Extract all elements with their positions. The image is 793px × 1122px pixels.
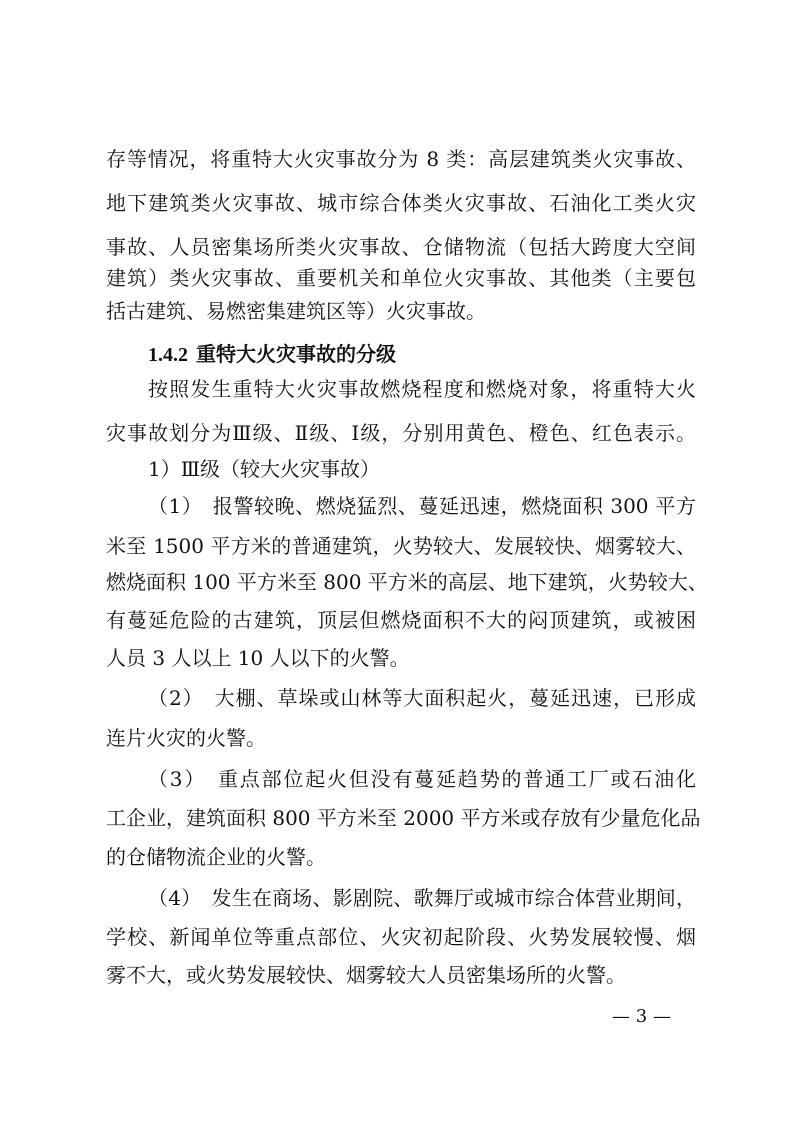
body-text-line: 学校、新闻单位等重点部位、火灾初起阶段、火势发展较慢、烟 (106, 925, 696, 949)
body-text-line: （1） 报警较晚、燃烧猛烈、蔓延迅速，燃烧面积 300 平方 (148, 494, 696, 518)
body-text-line: 有蔓延危险的古建筑，顶层但燃烧面积不大的闷顶建筑，或被困 (106, 608, 696, 632)
body-text-line: 建筑）类火灾事故、重要机关和单位火灾事故、其他类（主要包 (106, 266, 696, 290)
body-text-line: 的仓储物流企业的火警。 (106, 845, 326, 869)
body-text-line: （4） 发生在商场、影剧院、歌舞厅或城市综合体营业期间， (148, 886, 696, 910)
body-text-line: 存等情况，将重特大火灾事故分为 8 类：高层建筑类火灾事故、 (106, 147, 696, 171)
body-text-line: 雾不大，或火势发展较快、烟雾较大人员密集场所的火警。 (106, 963, 626, 987)
body-text-line: 灾事故划分为Ⅲ级、Ⅱ级、Ⅰ级，分别用黄色、橙色、红色表示。 (106, 421, 696, 445)
section-number: 1.4.2 (148, 344, 188, 366)
body-text-line: （2） 大棚、草垛或山林等大面积起火，蔓延迅速，已形成 (148, 686, 696, 710)
section-heading (148, 340, 396, 369)
body-text-line: 米至 1500 平方米的普通建筑，火势较大、发展较快、烟雾较大、 (106, 534, 696, 558)
page-number: — 3 — (612, 1006, 671, 1027)
body-text-line: 按照发生重特大火灾事故燃烧程度和燃烧对象，将重特大火 (148, 377, 696, 401)
body-text-line: 人员 3 人以上 10 人以下的火警。 (106, 646, 410, 670)
body-text-line: 地下建筑类火灾事故、城市综合体类火灾事故、石油化工类火灾 (106, 191, 696, 215)
section-title: 重特大火灾事故的分级 (196, 342, 396, 366)
body-text-line: （3） 重点部位起火但没有蔓延趋势的普通工厂或石油化 (148, 767, 696, 791)
list-heading: 1）Ⅲ级（较大火灾事故） (148, 457, 381, 481)
body-text-line: 燃烧面积 100 平方米至 800 平方米的高层、地下建筑，火势较大、 (106, 570, 708, 594)
body-text-line: 连片火灾的火警。 (106, 726, 266, 750)
body-text-line: 括古建筑、易燃密集建筑区等）火灾事故。 (106, 299, 486, 323)
body-text-line: 工企业，建筑面积 800 平方米至 2000 平方米或存放有少量危化品 (106, 806, 701, 830)
body-text-line: 事故、人员密集场所类火灾事故、仓储物流（包括大跨度大空间 (106, 235, 696, 259)
